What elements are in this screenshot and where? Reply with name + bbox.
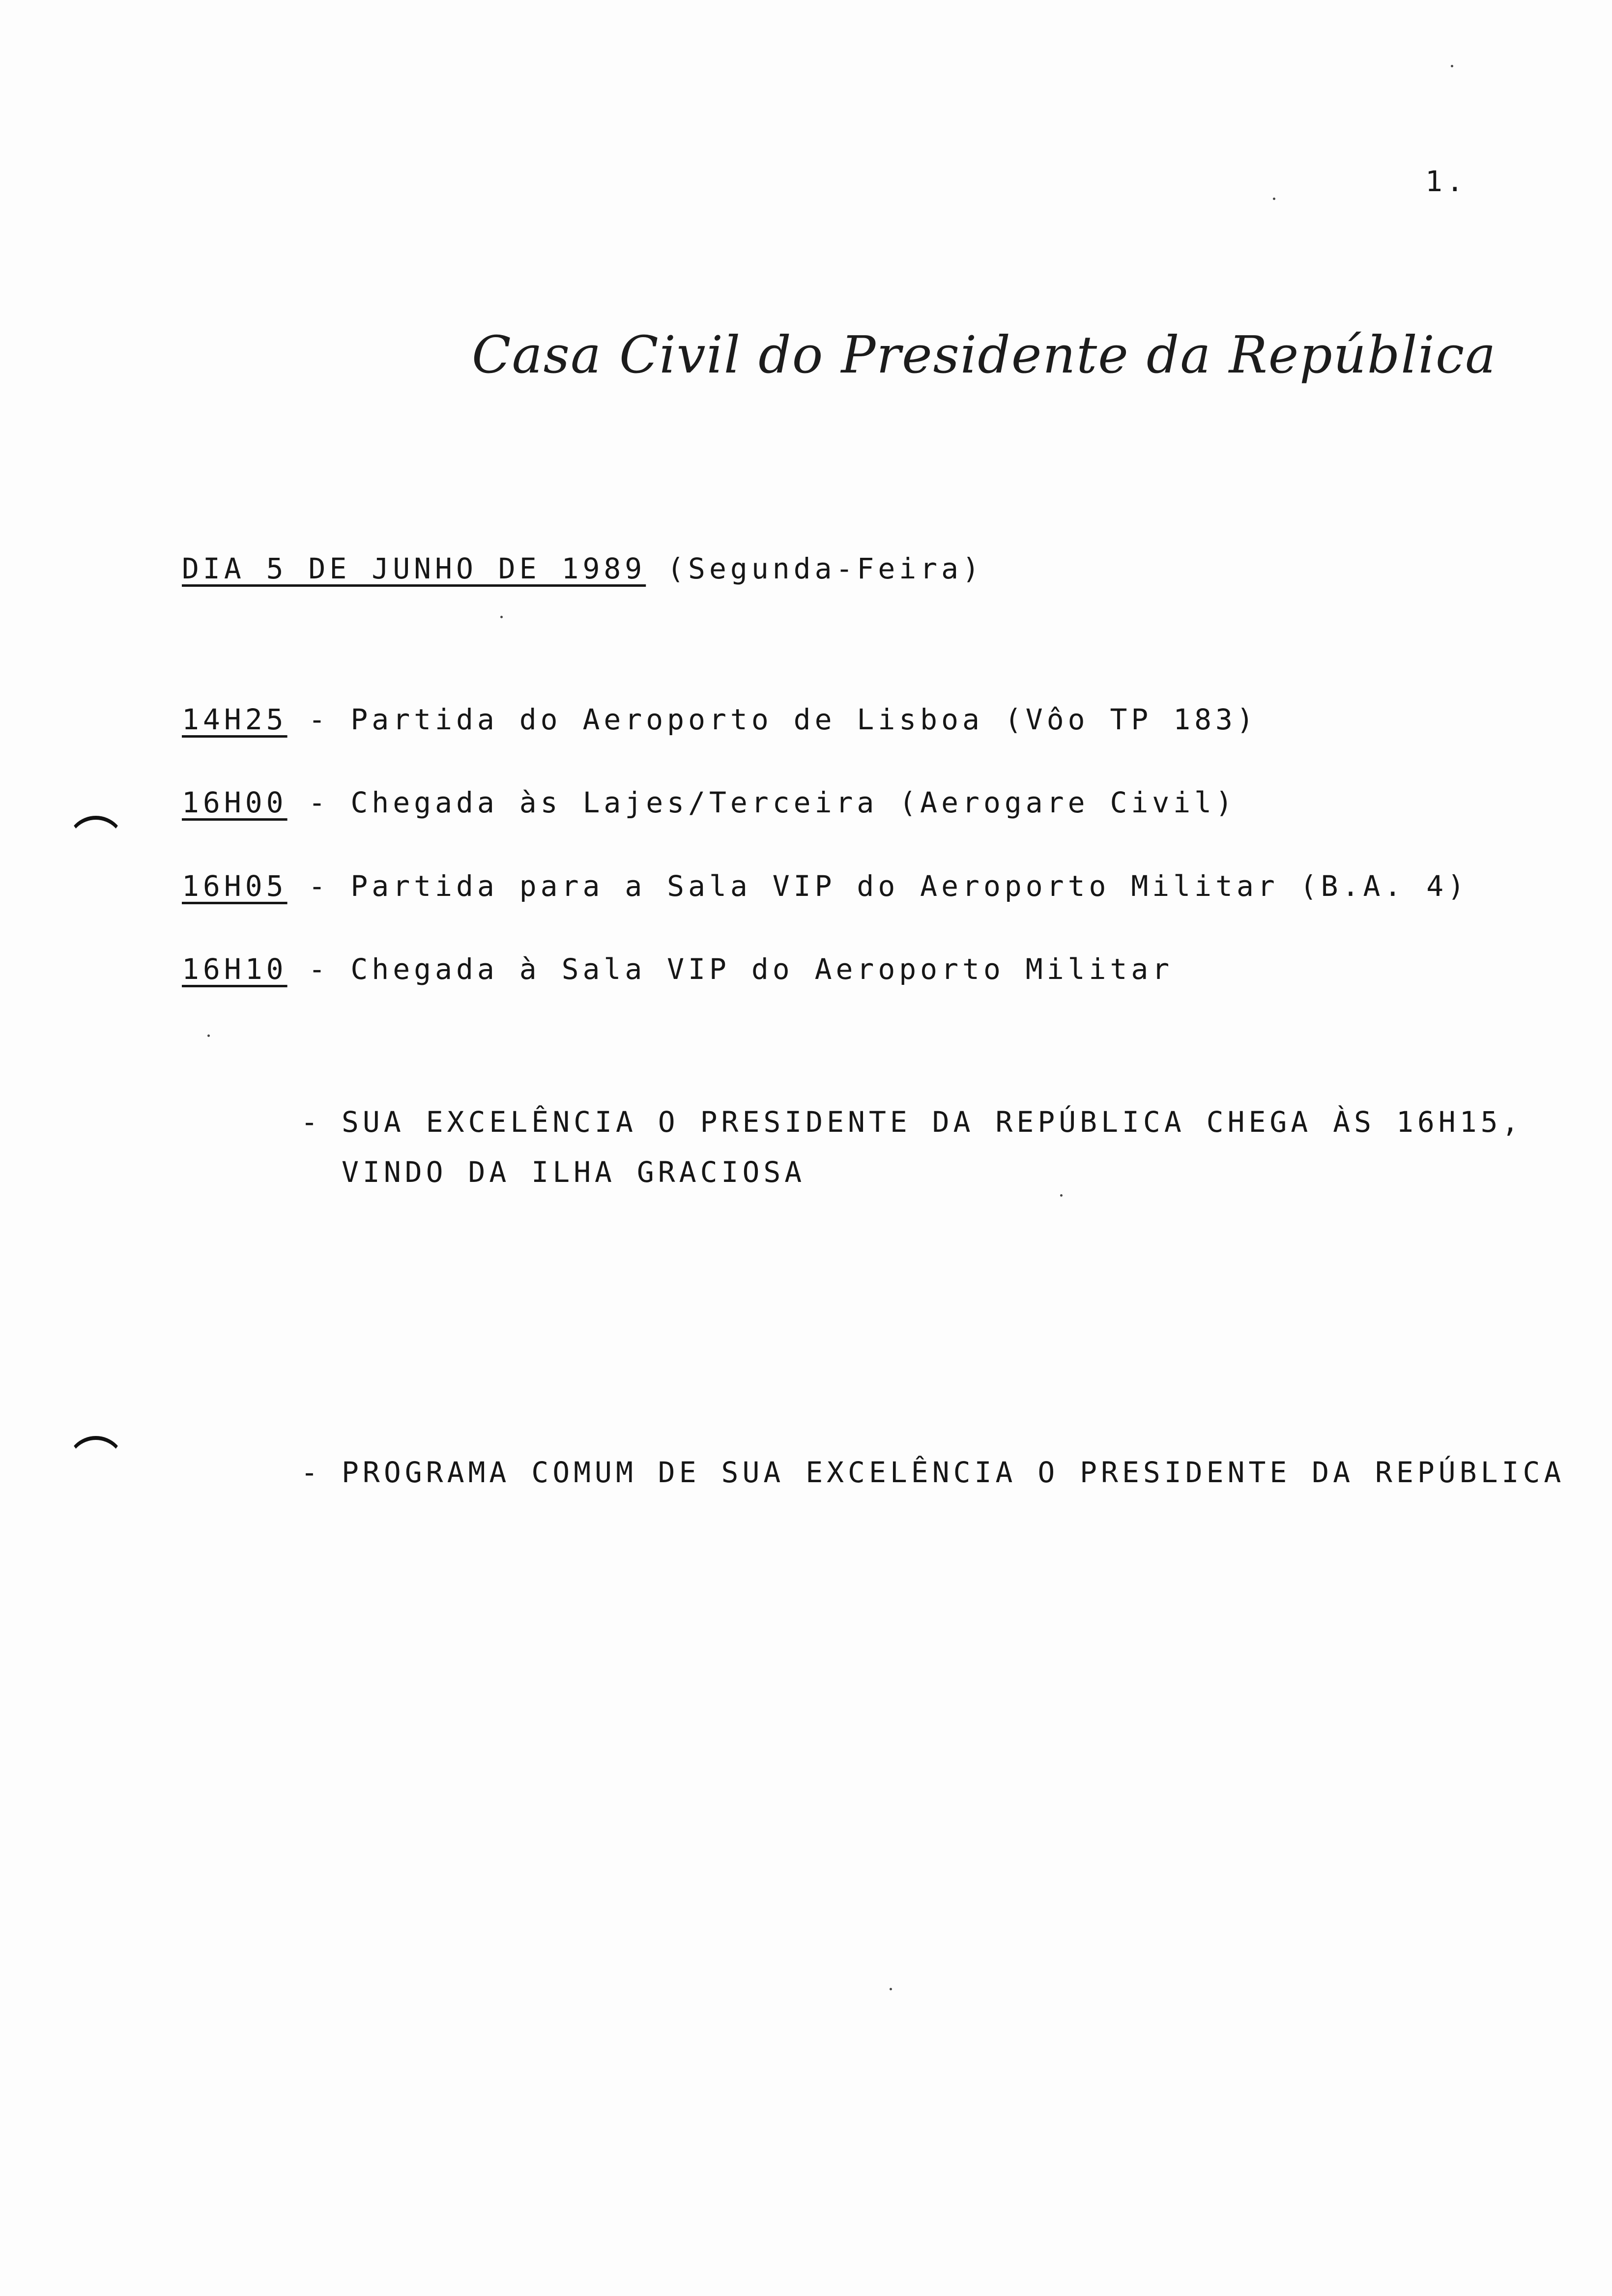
schedule-item	[182, 952, 1174, 986]
date-heading	[182, 554, 983, 583]
schedule-time: 16H05	[182, 869, 288, 903]
scan-speck	[207, 1034, 210, 1037]
schedule-item	[182, 705, 1258, 734]
schedule-time: 16H00	[182, 786, 288, 819]
scan-speck	[1451, 65, 1453, 67]
letterhead: Casa Civil do Presidente da República	[472, 325, 1497, 385]
schedule-text: Partida do Aeroporto de Lisboa (Vôo TP 183)	[350, 703, 1258, 736]
schedule-dash: -	[308, 703, 330, 736]
note-line: VINDO DA ILHA GRACIOSA	[342, 1155, 806, 1189]
weekday-text: (Segunda-Feira)	[667, 552, 983, 585]
schedule-item	[182, 869, 1469, 903]
schedule-item	[182, 788, 1237, 817]
note-dash: -	[301, 1456, 322, 1489]
schedule-time: 16H10	[182, 952, 288, 986]
note-dash: -	[301, 1105, 322, 1139]
schedule-text: Chegada à Sala VIP do Aeroporto Militar	[350, 952, 1174, 986]
scan-speck	[890, 1988, 892, 1990]
note-line: SUA EXCELÊNCIA O PRESIDENTE DA REPÚBLICA CHEGA ÀS 16H15,	[342, 1105, 1523, 1139]
schedule-time: 14H25	[182, 703, 288, 736]
scan-speck	[1060, 1194, 1063, 1197]
scan-speck	[1273, 198, 1275, 200]
page-number: 1.	[1425, 165, 1468, 198]
schedule-dash: -	[308, 786, 330, 819]
punch-hole-mark	[66, 1436, 125, 1495]
punch-hole-mark	[66, 816, 125, 875]
date-text: DIA 5 DE JUNHO DE 1989	[182, 552, 646, 585]
schedule-text: Chegada às Lajes/Terceira (Aerogare Civil)	[350, 786, 1237, 819]
schedule-text: Partida para a Sala VIP do Aeroporto Militar (B.A. 4)	[350, 869, 1469, 903]
schedule-dash: -	[308, 869, 330, 903]
scan-speck	[500, 616, 503, 618]
schedule-dash: -	[308, 952, 330, 986]
note-line: PROGRAMA COMUM DE SUA EXCELÊNCIA O PRESIDENTE DA REPÚBLICA	[342, 1456, 1565, 1489]
